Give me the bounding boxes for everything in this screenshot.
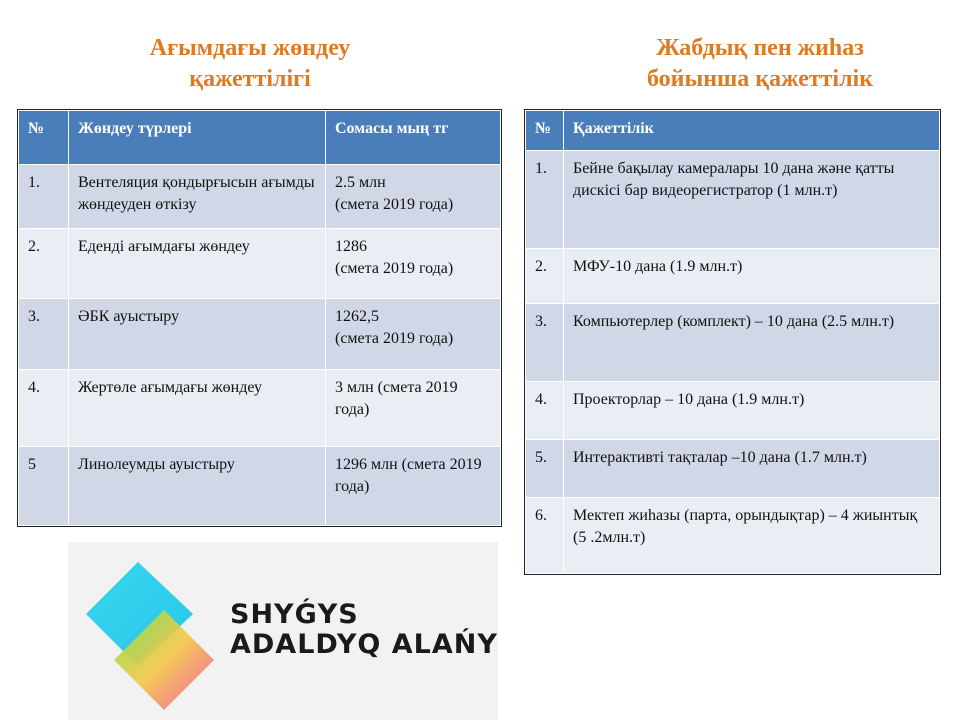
- equipment-needs-table: [525, 110, 940, 574]
- cell-amount: 1296 млн (смета 2019 года): [326, 447, 501, 526]
- column-header-number: №: [526, 111, 564, 151]
- logo-line1: SHYǴYS: [230, 599, 359, 630]
- cell-repair-type: Жертөле ағымдағы жөндеу: [69, 370, 326, 447]
- cell-need: Мектеп жиһазы (парта, орындықтар) – 4 жиынтық (5 .2млн.т): [564, 498, 940, 574]
- table-row: [19, 370, 501, 447]
- table-row: [526, 498, 940, 574]
- logo-wordmark: [230, 600, 498, 660]
- left-title-line1: Ағымдағы жөндеу: [149, 35, 351, 61]
- cell-number: 4.: [526, 382, 564, 440]
- cell-need: Бейне бақылау камералары 10 дана және қатты дискісі бар видеорегистратор (1 млн.т): [564, 151, 940, 249]
- cell-repair-type: Линолеумды ауыстыру: [69, 447, 326, 526]
- cell-need: Компьютерлер (комплект) – 10 дана (2.5 млн.т): [564, 304, 940, 382]
- table-row: [19, 165, 501, 229]
- cell-number: 1.: [526, 151, 564, 249]
- cell-number: 2.: [19, 229, 69, 299]
- right-title-line2: бойынша қажеттілік: [646, 66, 874, 92]
- table-row: [526, 151, 940, 249]
- cell-number: 3.: [19, 299, 69, 370]
- column-header-repair-type: Жөндеу түрлері: [69, 111, 326, 165]
- left-title-line2: қажеттілігі: [189, 66, 311, 92]
- repair-needs-table: [18, 110, 501, 526]
- table-row: [19, 447, 501, 526]
- cell-need: Интерактивті тақталар –10 дана (1.7 млн.т): [564, 440, 940, 498]
- cell-repair-type: Вентеляция қондырғысын ағымды жөндеуден өткізу: [69, 165, 326, 229]
- column-header-need: Қажеттілік: [564, 111, 940, 151]
- cell-number: 3.: [526, 304, 564, 382]
- column-header-number: №: [19, 111, 69, 165]
- cell-number: 1.: [19, 165, 69, 229]
- table-row: [19, 229, 501, 299]
- cell-repair-type: ӘБК ауыстыру: [69, 299, 326, 370]
- right-title-line1: Жабдық пен жиһаз: [656, 35, 864, 61]
- table-row: [526, 304, 940, 382]
- logo-banner: [68, 542, 498, 720]
- right-section-title: [555, 33, 960, 95]
- cell-need: МФУ-10 дана (1.9 млн.т): [564, 249, 940, 304]
- cell-number: 5.: [526, 440, 564, 498]
- cell-number: 6.: [526, 498, 564, 574]
- cell-number: 5: [19, 447, 69, 526]
- cell-amount: 1286 (смета 2019 года): [326, 229, 501, 299]
- table-row: [19, 299, 501, 370]
- logo-line2: ADALDYQ ALAŃY: [230, 629, 498, 660]
- cell-amount: 1262,5 (смета 2019 года): [326, 299, 501, 370]
- cell-amount: 2.5 млн (смета 2019 года): [326, 165, 501, 229]
- table-header-row: [526, 111, 940, 151]
- logo-diamonds-icon: [68, 542, 228, 720]
- cell-amount: 3 млн (смета 2019 года): [326, 370, 501, 447]
- column-header-amount: Сомасы мың тг: [326, 111, 501, 165]
- left-section-title: [60, 33, 440, 95]
- cell-number: 2.: [526, 249, 564, 304]
- table-header-row: [19, 111, 501, 165]
- table-row: [526, 440, 940, 498]
- table-row: [526, 249, 940, 304]
- cell-need: Проекторлар – 10 дана (1.9 млн.т): [564, 382, 940, 440]
- cell-number: 4.: [19, 370, 69, 447]
- cell-repair-type: Еденді ағымдағы жөндеу: [69, 229, 326, 299]
- table-row: [526, 382, 940, 440]
